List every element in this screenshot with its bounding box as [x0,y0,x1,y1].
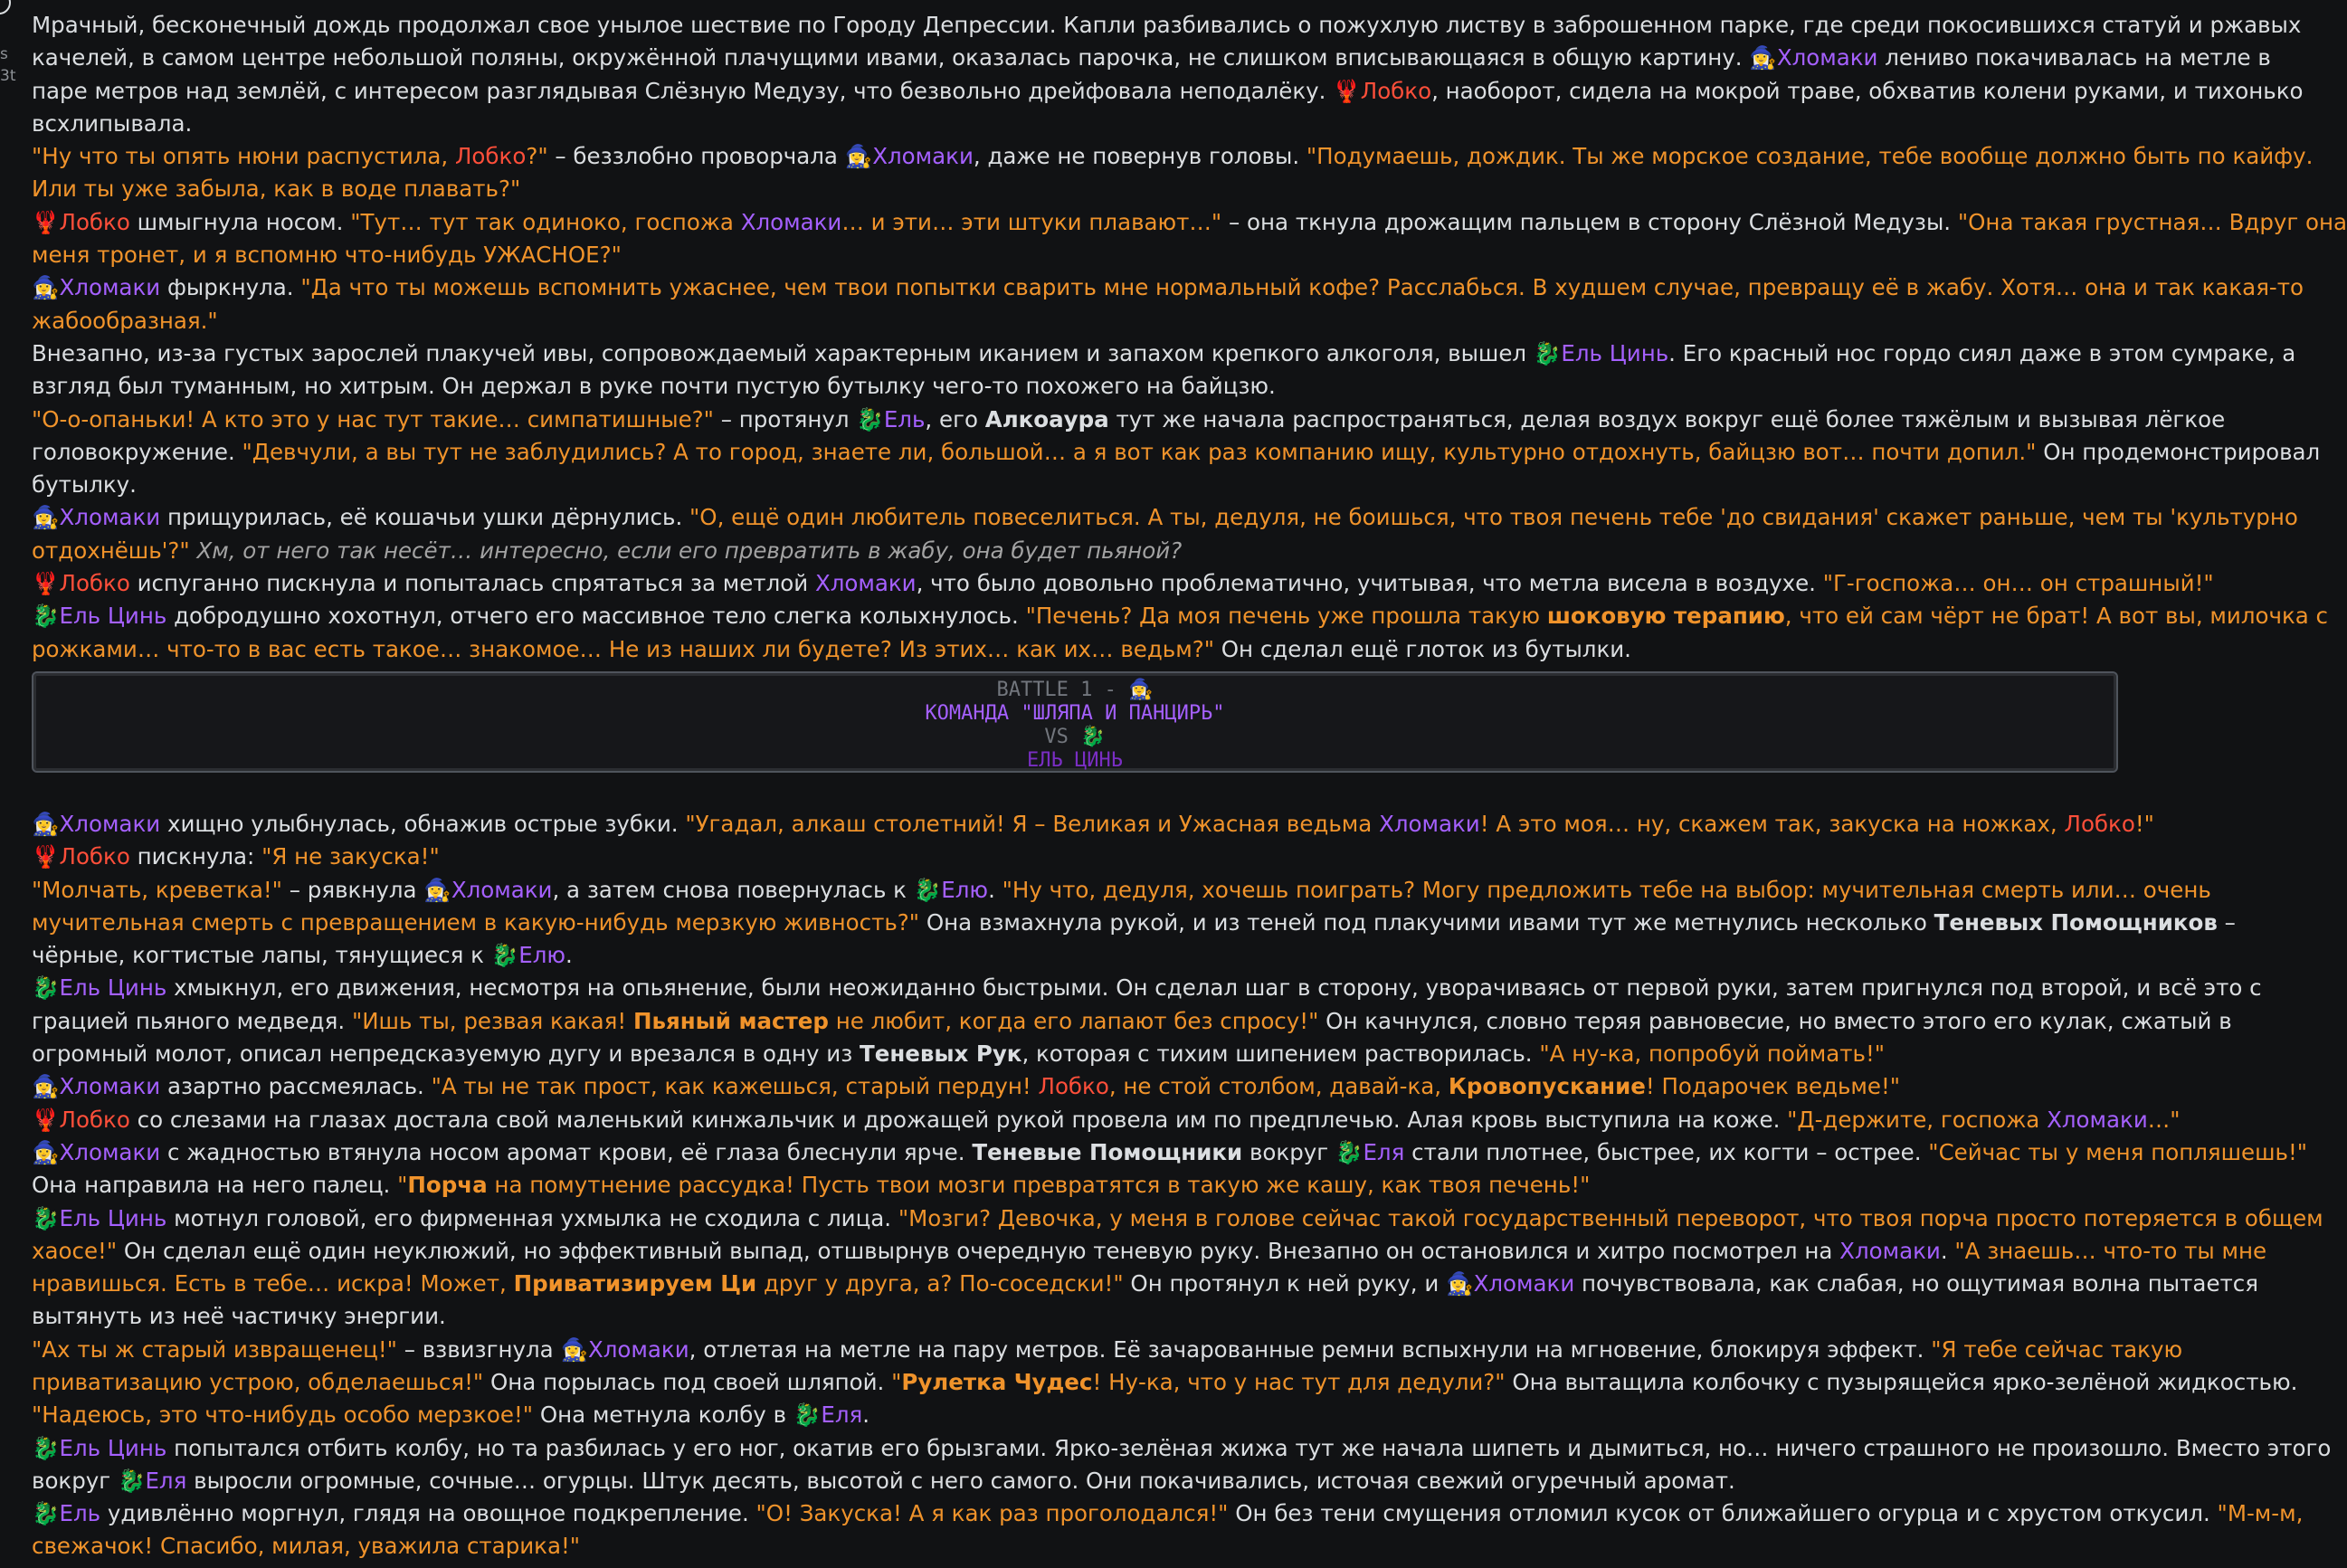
character-emoji-icon: 🐉 [32,974,60,1002]
text-segment: жабообразная." [32,307,218,334]
text-segment: взгляд был туманным, но хитрым. Он держал в руке почти пустую бутылку чего-то похожего на байцзю. [32,373,1276,400]
text-segment: "Подумаешь, дождик. Ты же морское создание, тебе вообще должно быть по кайфу. [1306,143,2314,170]
text-segment: "Я не закуска!" [261,843,440,870]
character-emoji-icon: 🐉 [117,1467,146,1494]
text-line [32,1136,2308,1169]
text-segment: , даже не повернув головы. [973,143,1307,170]
text-segment: попытался отбить колбу, но та разбилась у его ног, окатив его брызгами. Ярко-зелёная жижа тут же начала шипеть и дымиться, но… ничего страшного не произошло. Вместо этого [166,1434,2332,1461]
text-line [32,600,2329,632]
text-line [32,808,2154,841]
character-emoji-icon: 🦞 [32,208,60,235]
text-segment: меня тронет, и я вспомню что-нибудь УЖАСНОЕ?" [32,242,622,269]
text-segment: головокружение. [32,438,242,465]
text-segment: "Ну что, дедуля, хочешь поиграть? Могу предложить тебе на выбор: мучительная смерть или… очень [1002,876,2211,903]
text-segment: . [862,1402,870,1429]
battle-code-block [32,671,2118,773]
text-segment: Приватизируем Ци [513,1270,757,1297]
battle-versus: VS 🐉 [1044,725,1106,748]
character-emoji-icon: 🧙‍♀️ [32,274,60,301]
text-segment: вокруг [1242,1138,1335,1165]
text-segment: "А ну-ка, попробуй поймать!" [1539,1041,1886,1068]
text-line [32,305,2131,337]
character-emoji-icon: 🧙‍♀️ [423,876,451,903]
character-name: Хломаки [872,143,974,170]
text-line [32,140,2314,173]
text-segment: лениво покачивалась на метле в [1877,44,2271,71]
text-segment: "Ну что ты опять нюни распустила, [32,143,455,170]
author-avatar[interactable] [0,0,11,14]
character-emoji-icon: 🧙‍♀️ [32,504,60,531]
text-segment: , наоборот, сидела на мокрой траве, обхватив колени руками, и тихонько [1431,77,2304,104]
text-line [32,42,2271,74]
text-segment: Она направила на него палец. [32,1172,398,1199]
character-emoji-icon: 🐉 [793,1402,822,1429]
character-name: Ель Цинь [59,1204,167,1231]
text-segment: "Сейчас ты у меня попляшешь!" [1928,1138,2308,1165]
text-segment: прищурилась, её кошачьи ушки дёрнулись. [160,504,690,531]
text-line [32,633,2131,666]
character-emoji-icon: 🐉 [1335,1138,1364,1165]
text-segment: "О-о-опаньки! А кто это у нас тут такие… симпатишные?" [32,405,714,432]
character-emoji-icon: 🧙‍♀️ [32,1138,60,1165]
text-segment: Она порылась под своей шляпой. [483,1368,892,1395]
text-segment: "Я тебе сейчас такую [1931,1335,2183,1363]
text-segment: ! А это моя… ну, скажем так, закуска на ножках, [1479,810,2065,837]
text-line [32,1366,2298,1399]
text-segment: ! Подарочек ведьме!" [1645,1073,1901,1100]
character-emoji-icon: 🐉 [32,603,60,630]
text-segment: "Ах ты ж старый извращенец!" [32,1335,397,1363]
text-segment: Она метнула колбу в [533,1402,793,1429]
text-line [32,907,2236,939]
battle-opponent-name: ЕЛЬ ЦИНЬ [1027,748,1123,772]
text-segment: хаосе!" [32,1237,118,1264]
text-segment: Теневых Помощников [1934,908,2218,936]
text-segment: бутылку. [32,471,137,499]
character-name: Елю [518,942,565,969]
text-segment: не любит, когда его лапают без спросу!" [828,1007,1319,1034]
text-segment: , что было довольно проблематично, учитывая, что метла висела в воздухе. [916,570,1823,597]
text-segment: – [2217,908,2236,936]
text-segment: стали плотнее, быстрее, их когти – острее. [1404,1138,1929,1165]
character-name: Лобко [2064,810,2135,837]
text-segment: "Девчули, а вы тут не заблудились? А то город, знаете ли, большой… а я вот как раз компанию ищу, культурно отдохнуть, байцзю вот… почти допил." [242,438,2037,465]
text-line [32,271,2304,304]
text-segment: Или ты уже забыла, как в воде плавать?" [32,176,521,203]
text-segment: удивлённо моргнул, глядя на овощное подкрепление. [100,1500,756,1527]
character-name: Хломаки [1379,810,1480,837]
text-line [32,173,2131,205]
text-segment: "Печень? Да моя печень уже прошла такую [1025,603,1547,630]
character-emoji-icon: 🐉 [32,1204,60,1231]
text-segment: Теневые Помощники [972,1138,1243,1165]
character-emoji-icon: 🐉 [32,1500,60,1527]
character-name: Лобко [59,1106,130,1133]
text-segment: Хм, от него так несёт… интересно, если его превратить в жабу, она будет пьяной? [196,537,1183,564]
text-line [32,567,2214,600]
text-segment: "Г-госпожа… он… он страшный!" [1822,570,2214,597]
text-line [32,1432,2332,1465]
character-name: Ель [883,405,926,432]
character-name: Хломаки [59,810,161,837]
text-segment: шмыгнула носом. [129,208,351,235]
character-name: Ель Цинь [59,974,167,1002]
text-line [32,1268,2258,1300]
battle-title: BATTLE 1 - 🧙‍♀️ [996,678,1154,701]
character-emoji-icon: 🧙‍♀️ [560,1335,588,1363]
text-segment: Порча [407,1172,488,1199]
character-name: Еля [1363,1138,1405,1165]
text-segment: добродушно хохотнул, отчего его массивное тело слегка колыхнулось. [166,603,1026,630]
text-segment: Она взмахнула рукой, и из теней под плакучими ивами тут же метнулись несколько [919,908,1934,936]
character-name: Еля [145,1467,187,1494]
text-line [32,535,2131,567]
text-segment: шоковую терапию [1546,603,1785,630]
character-emoji-icon: 🦞 [32,843,60,870]
text-segment: " [891,1368,902,1395]
character-name: Лобко [59,570,130,597]
text-segment: … и эти… эти штуки плавают…" [841,208,1222,235]
text-line [32,1104,2181,1136]
character-emoji-icon: 🧙‍♀️ [1749,44,1777,71]
text-line [32,1005,2232,1038]
text-segment: хищно улыбнулась, обнажив острые зубки. [160,810,686,837]
character-name: Ель [59,1500,101,1527]
text-segment: !" [2134,810,2154,837]
text-segment: "Да что ты можешь вспомнить ужаснее, чем твои попытки сварить мне нормальный кофе? Расслабься. В худшем случае, превращу её в жабу. Хотя… она и так какая-то [300,274,2304,301]
text-segment: ! Ну-ка, что у нас тут для дедули?" [1092,1368,1506,1395]
text-segment: Мрачный, бесконечный дождь продолжал свое унылое шествие по Городу Депрессии. Капли разбивались о пожухлую листву в заброшенном парке, где среди покосившихся статуй и ржавых [32,12,2302,38]
text-line [32,1334,2183,1366]
text-segment: . Его красный нос гордо сиял даже в этом сумраке, а [1668,339,2296,366]
text-line [32,972,2262,1004]
character-emoji-icon: 🐉 [490,942,519,969]
text-segment: Рулетка Чудес [901,1368,1093,1395]
text-segment: ?" [526,143,548,170]
message-gutter [0,0,20,1568]
text-line [32,75,2304,108]
text-line [32,1038,2131,1070]
text-segment: "Надеюсь, это что-нибудь особо мерзкое!" [32,1402,534,1429]
character-emoji-icon: 🦞 [1333,77,1361,104]
character-name: Хломаки [587,1335,689,1363]
text-segment: Он сделал ещё один неуклюжий, но эффективный выпад, отшвырнув очередную теневую руку. Внезапно он остановился и хитро посмотрел на [117,1237,1840,1264]
text-line [32,1465,2131,1497]
text-segment: – протянул [713,405,857,432]
text-segment: "Угадал, алкаш столетний! Я – Великая и Ужасная ведьма [685,810,1380,837]
text-line [32,1399,2131,1431]
character-name: Еля [821,1402,863,1429]
text-segment: "Ишь ты, резвая какая! [351,1007,633,1034]
text-segment: Он протянул к ней руку, и [1123,1270,1447,1297]
text-segment: – она ткнула дрожащим пальцем в сторону Слёзной Медузы. [1221,208,1958,235]
text-segment: пискнула: [129,843,262,870]
text-line [32,874,2211,907]
character-name: Хломаки [59,1073,161,1100]
character-name: Лобко [455,143,527,170]
character-name: Хломаки [59,1138,161,1165]
text-line [32,436,2321,469]
text-segment: отдохнёшь'?" [32,537,190,564]
text-segment: "М-м-м, [2217,1500,2304,1527]
text-segment: , не стой столбом, давай-ка, [1108,1073,1449,1100]
text-segment: "Тут… тут так одиноко, госпожа [350,208,741,235]
text-line [32,337,2296,370]
character-emoji-icon: 🐉 [1533,339,1562,366]
character-name: Лобко [1038,1073,1109,1100]
text-segment: Он качнулся, словно теряя равновесие, но вместо этого его кулак, сжатый в [1318,1007,2232,1034]
text-segment: …" [2147,1106,2181,1133]
text-line [32,841,2131,873]
text-segment: Теневых Рук [860,1041,1022,1068]
text-segment: огромный молот, описал непредсказуемую дугу и врезался в одну из [32,1041,860,1068]
text-segment: с жадностью втянула носом аромат крови, её глаза блеснули ярче. [160,1138,973,1165]
text-line [32,370,2131,403]
text-segment: Кровопускание [1448,1073,1646,1100]
character-name: Хломаки [814,570,917,597]
text-segment: со слезами на глазах достала свой маленький кинжальчик и дрожащей рукой провела им по предплечью. Алая кровь выступила на коже. [129,1106,1788,1133]
text-segment: чёрные, когтистые лапы, тянущиеся к [32,942,491,969]
text-segment: " [397,1172,408,1199]
character-emoji-icon: 🧙‍♀️ [1446,1270,1474,1297]
text-segment: вокруг [32,1467,118,1494]
character-name: Хломаки [1473,1270,1575,1297]
text-line [32,939,2131,972]
text-segment: . [565,942,573,969]
story-paragraph-intro [32,9,2347,666]
text-segment: , отлетая на метле на пару метров. Её зачарованные ремни вспыхнули на мгновение, блокируя эффект. [689,1335,1932,1363]
text-segment: "А знаешь… что-то ты мне [1954,1237,2267,1264]
text-segment: "О! Закуска! А я как раз проголодался!" [755,1500,1229,1527]
text-line [32,501,2298,534]
text-segment: хмыкнул, его движения, несмотря на опьянение, были неожиданно быстрыми. Он сделал шаг в сторону, уворачиваясь от первой руки, затем пригнулся под второй, и всё это с [166,974,2262,1002]
text-line [32,1497,2304,1530]
text-segment: . [988,876,1002,903]
character-name: Ель Цинь [59,1434,167,1461]
character-emoji-icon: 🐉 [913,876,942,903]
character-emoji-icon: 🧙‍♀️ [32,810,60,837]
character-emoji-icon: 🦞 [32,1106,60,1133]
character-name: Хломаки [740,208,842,235]
text-segment: – рявкнула [281,876,424,903]
text-segment: мучительная смерть с превращением в какую-нибудь мерзкую живность?" [32,908,920,936]
text-segment: друг у друга, а? По-соседски!" [756,1270,1124,1297]
character-emoji-icon: 🧙‍♀️ [32,1073,60,1100]
text-line [32,1202,2323,1235]
text-segment: , его [925,405,985,432]
character-name: Хломаки [59,274,161,301]
character-emoji-icon: 🐉 [32,1434,60,1461]
character-name: Хломаки [59,504,161,531]
gutter-label: 3t [0,67,16,85]
text-segment: фыркнула. [160,274,301,301]
character-emoji-icon: 🧙‍♀️ [844,143,873,170]
character-emoji-icon: 🦞 [32,570,60,597]
text-line [32,1070,2131,1103]
text-segment: всхлипывала. [32,109,193,137]
gutter-label: s [0,45,8,63]
text-line [32,469,2131,501]
text-segment: Алкоаура [984,405,1109,432]
text-segment: Пьяный мастер [632,1007,829,1034]
text-line [32,1235,2267,1268]
text-segment: . [1940,1237,1955,1264]
text-segment: – беззлобно проворчала [547,143,845,170]
character-name: Елю [941,876,989,903]
text-segment: Она вытащила колбочку с пузырящейся ярко-зелёной жидкостью. [1505,1368,2298,1395]
text-segment: испуганно пискнула и попыталась спрятаться за метлой [129,570,815,597]
text-segment: приватизацию устрою, обделаешься!" [32,1368,484,1395]
character-name: Лобко [59,208,130,235]
character-name: Лобко [59,843,130,870]
text-line [32,1300,2131,1333]
character-name: Хломаки [2047,1106,2148,1133]
battle-team-name: КОМАНДА "ШЛЯПА И ПАНЦИРЬ" [925,701,1225,725]
text-segment: Он сделал ещё глоток из бутылки. [1213,635,1631,662]
text-segment: выросли огромные, сочные… огурцы. Штук десять, высотой с него самого. Они покачивались, источая свежий огуречный аромат. [186,1467,1735,1494]
text-segment: грацией пьяного медведя. [32,1007,352,1034]
text-segment: , что ей сам чёрт не брат! А вот вы, милочка с [1784,603,2329,630]
text-line [32,239,2131,271]
text-segment: азартно рассмеялась. [160,1073,432,1100]
text-line [32,1169,2131,1202]
text-segment: паре метров над землёй, с интересом разглядывая Слёзную Медузу, что безвольно дрейфовала неподалёку. [32,77,1334,104]
text-segment: качелей, в самом центре небольшой поляны, окружённой плачущими ивами, оказалась парочка, не слишком вписывающаяся в общую картину. [32,44,1750,71]
text-segment: , а затем снова повернулась к [552,876,914,903]
text-segment: почувствовала, как слабая, но ощутимая волна пытается [1574,1270,2258,1297]
text-segment: "Д-держите, госпожа [1787,1106,2048,1133]
text-segment: "Мозги? Девочка, у меня в голове сейчас такой государственный переворот, что твоя порча просто потеряется в общем [898,1204,2323,1231]
text-segment: тут же начала распространяться, делая воздух вокруг ещё более тяжёлым и вызывая лёгкое [1108,405,2226,432]
story-paragraph-battle [32,808,2332,1563]
text-segment: рожками… что-то в вас есть такое… знакомое… Не из наших ли будете? Из этих… как их… ведьм?" [32,635,1214,662]
text-line [32,404,2226,436]
text-segment: – взвизгнула [396,1335,561,1363]
text-segment: на помутнение рассудка! Пусть твои мозги превратятся в такую же кашу, как твоя печень!" [487,1172,1591,1199]
character-name: Лобко [1360,77,1432,104]
text-line [32,1530,2131,1563]
text-segment: "А ты не так прост, как кажешься, старый пердун! [431,1073,1039,1100]
text-segment: вытянуть из неё частичку энергии. [32,1303,446,1330]
text-segment: Он продемонстрировал [2036,438,2321,465]
character-name: Хломаки [1776,44,1878,71]
text-line [32,9,2302,42]
text-segment: нравишься. Есть в тебе… искра! Может, [32,1270,514,1297]
text-line [32,108,2131,140]
text-segment: Внезапно, из-за густых зарослей плакучей ивы, сопровождаемый характерным иканием и запахом крепкого алкоголя, вышел [32,339,1534,366]
text-segment: , которая с тихим шипением растворилась. [1021,1041,1540,1068]
text-segment: мотнул головой, его фирменная ухмылка не сходила с лица. [166,1204,898,1231]
character-name: Ель Цинь [59,603,167,630]
character-name: Хломаки [1839,1237,1941,1264]
character-emoji-icon: 🐉 [856,405,884,432]
text-segment: "Она такая грустная… Вдруг она [1957,208,2347,235]
text-segment: "О, ещё один любитель повеселиться. А ты, дедуля, не боишься, что твоя печень тебе 'до свидания' скажет раньше, чем ты 'культурно [689,504,2298,531]
text-segment: "Молчать, креветка!" [32,876,282,903]
character-name: Хломаки [451,876,553,903]
character-name: Ель Цинь [1561,339,1669,366]
text-segment: Он без тени смущения отломил кусок от ближайшего огурца и с хрустом откусил. [1228,1500,2218,1527]
message-content [32,9,2347,1563]
text-line [32,206,2347,239]
text-segment: свежачок! Спасибо, милая, уважила старика!" [32,1533,581,1560]
